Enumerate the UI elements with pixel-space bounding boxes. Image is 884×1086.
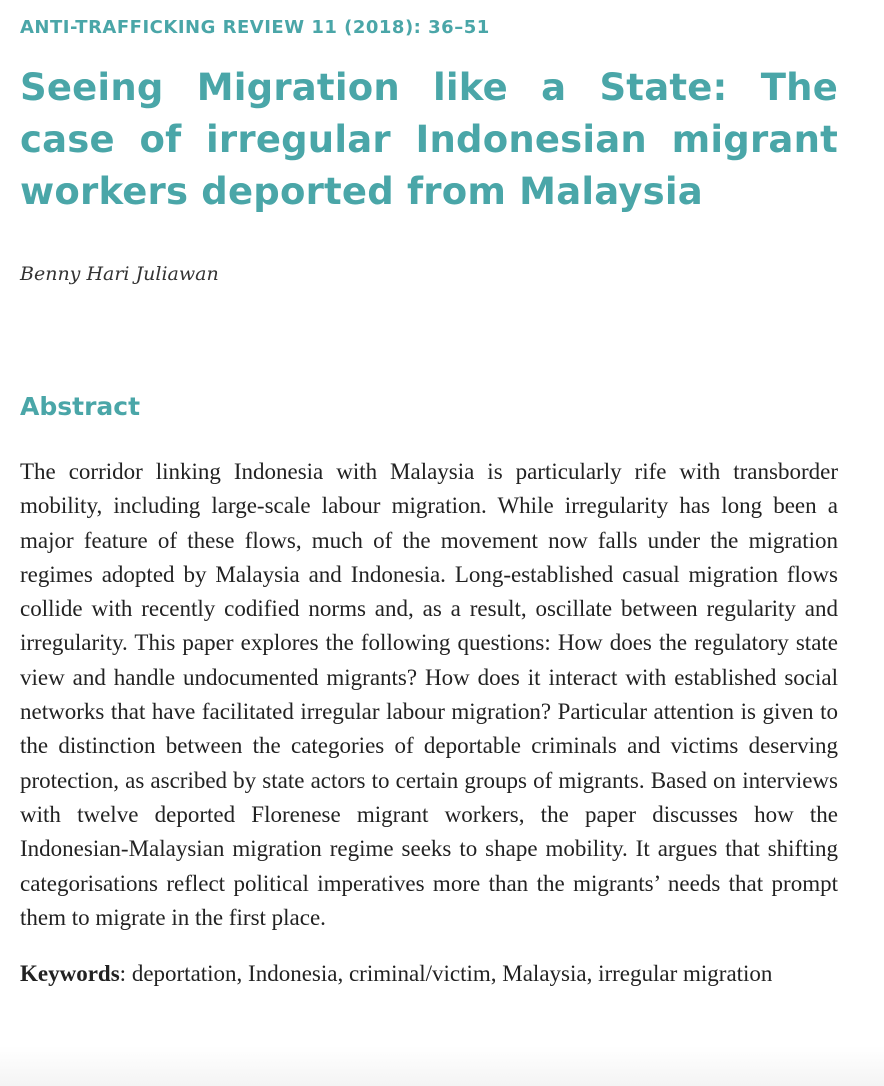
journal-header: ANTI-TRAFFICKING REVIEW 11 (2018): 36–51	[20, 17, 490, 38]
paper-title: Seeing Migration like a State: The case of irregular Indonesian migrant workers deported from Malaysia	[20, 66, 838, 213]
author-name: Benny Hari Juliawan	[20, 263, 219, 285]
keywords-separator: :	[119, 961, 132, 987]
keywords-paragraph	[20, 957, 838, 991]
paper-page	[20, 0, 838, 991]
keywords-text: deportation, Indonesia, criminal/victim, Malaysia, irregular migration	[131, 961, 773, 987]
abstract-text: The corridor linking Indonesia with Malaysia is particularly rife with transborder mobility, including large-scale labour migration. While irregularity has long been a major feature of these flows, much of the movement now falls under the migration regimes adopted by Malaysia and Indonesia. Long-established casual migration flows collide with recently codified norms and, as a result, oscillate between regularity and irregularity. This paper explores the following questions: How does the regulatory state view and handle undocumented migrants? How does it interact with established social networks that have facilitated irregular labour migration? Particular attention is given to the distinction between the categories of deportable criminals and victims deserving protection, as ascribed by state actors to certain groups of migrants. Based on interviews with twelve deported Florenese migrant workers, the paper discusses how the Indonesian-Malaysian migration regime seeks to shape mobility. It argues that shifting categorisations reflect political imperatives more than the migrants’ needs that prompt them to migrate in the first place.	[20, 459, 838, 930]
abstract-heading: Abstract	[20, 392, 141, 421]
page-bottom-shadow	[0, 1046, 884, 1086]
keywords-label: Keywords	[20, 961, 120, 987]
